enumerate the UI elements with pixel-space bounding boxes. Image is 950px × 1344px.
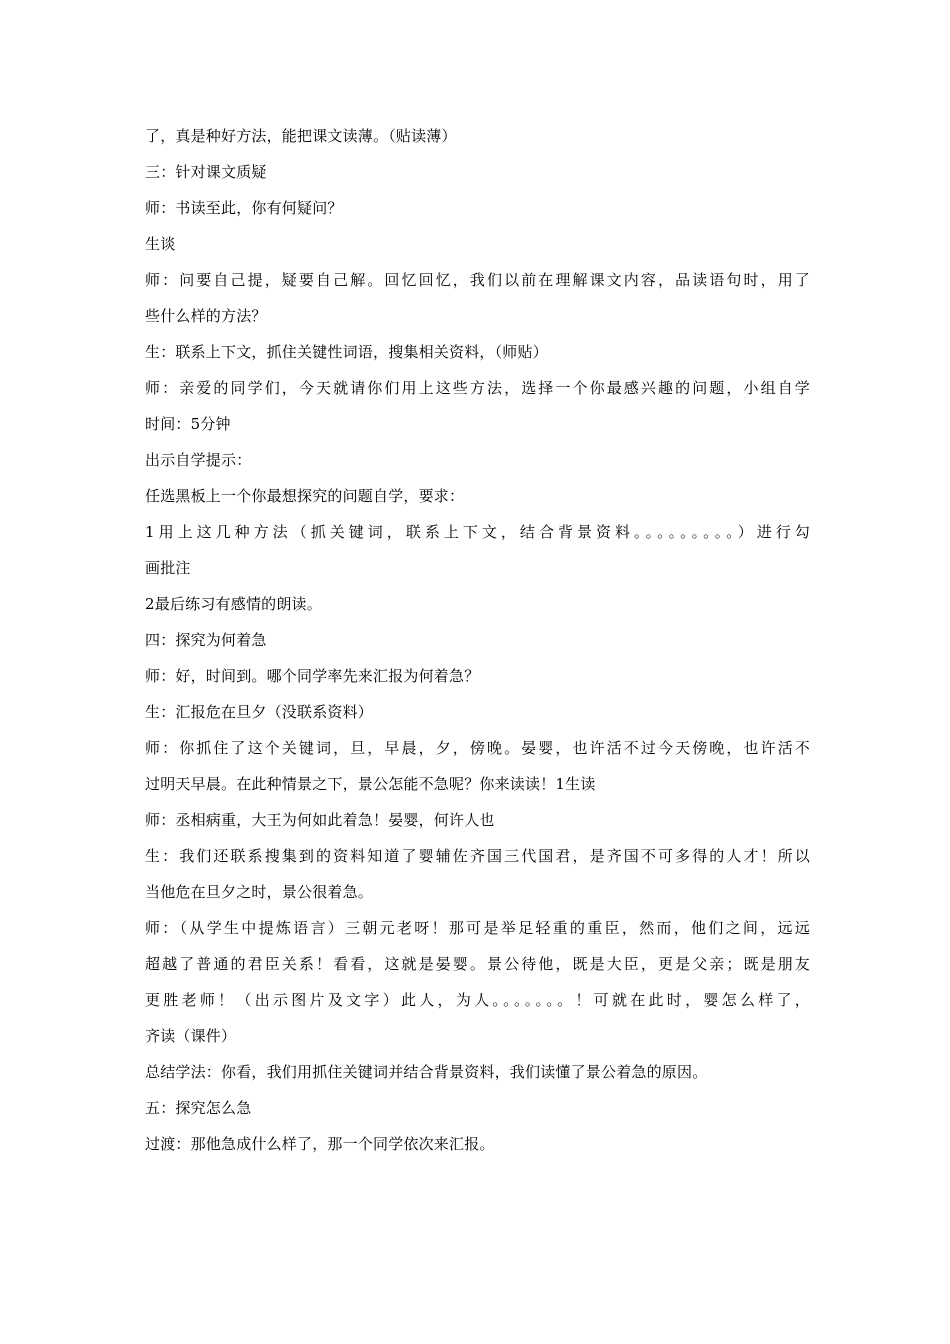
paragraph-7: 师：亲爱的同学们，今天就请你们用上这些方法，选择一个你最感兴趣的问题，小组自学	[145, 379, 810, 397]
document-body	[145, 124, 810, 1162]
list-item-2: 2最后练习有感情的朗读。	[145, 595, 322, 613]
list-item-1-cont: 画批注	[145, 559, 191, 577]
paragraph-11: 生：汇报危在旦夕（没联系资料）	[145, 703, 374, 721]
paragraph-13: 师：丞相病重，大王为何如此着急！晏婴，何许人也	[145, 811, 495, 829]
section-heading-4: 四：探究为何着急	[145, 631, 267, 649]
paragraph-15-line4: 齐读（课件）	[145, 1027, 237, 1045]
paragraph-8: 出示自学提示：	[145, 451, 252, 469]
paragraph-17: 过渡：那他急成什么样了，那一个同学依次来汇报。	[145, 1135, 495, 1153]
paragraph-5: 师：问要自己提，疑要自己解。回忆回忆，我们以前在理解课文内容，品读语句时，用了	[145, 271, 810, 289]
paragraph-15-line2: 超越了普通的君臣关系！看看，这就是晏婴。景公待他，既是大臣，更是父亲；既是朋友	[145, 955, 810, 973]
paragraph-4: 生谈	[145, 235, 176, 253]
paragraph-5-cont: 些什么样的方法？	[145, 307, 267, 325]
paragraph-15: 师：（从学生中提炼语言）三朝元老呀！那可是举足轻重的重臣，然而，他们之间，远远	[145, 919, 810, 937]
paragraph-10: 师：好，时间到。哪个同学率先来汇报为何着急？	[145, 667, 480, 685]
section-heading-5: 五：探究怎么急	[145, 1099, 252, 1117]
paragraph-16: 总结学法：你看，我们用抓住关键词并结合背景资料，我们读懂了景公着急的原因。	[145, 1063, 708, 1081]
paragraph-12: 师：你抓住了这个关键词，旦，早晨，夕，傍晚。晏婴，也许活不过今天傍晚，也许活不	[145, 739, 810, 757]
paragraph-6: 生：联系上下文，抓住关键性词语，搜集相关资料，（师贴）	[145, 343, 548, 361]
paragraph-15-line3: 更胜老师！（出示图片及文字）此人，为人。。。。。。。！可就在此时，婴怎么样了，	[145, 991, 810, 1009]
paragraph-9: 任选黑板上一个你最想探究的问题自学，要求：	[145, 487, 465, 505]
paragraph-1: 了，真是种好方法，能把课文读薄。（贴读薄）	[145, 127, 457, 145]
paragraph-14-cont: 当他危在旦夕之时，景公很着急。	[145, 883, 374, 901]
section-heading-3: 三：针对课文质疑	[145, 163, 267, 181]
list-item-1: 1用上这几种方法（抓关键词，联系上下文，结合背景资料。。。。。。。。。）进行勾	[145, 523, 810, 541]
paragraph-7-cont: 时间：5分钟	[145, 415, 231, 433]
paragraph-14: 生：我们还联系搜集到的资料知道了婴辅佐齐国三代国君，是齐国不可多得的人才！所以	[145, 847, 810, 865]
paragraph-12-cont: 过明天早晨。在此种情景之下，景公怎能不急呢？你来读读！1生读	[145, 775, 596, 793]
paragraph-3: 师：书读至此，你有何疑问？	[145, 199, 343, 217]
